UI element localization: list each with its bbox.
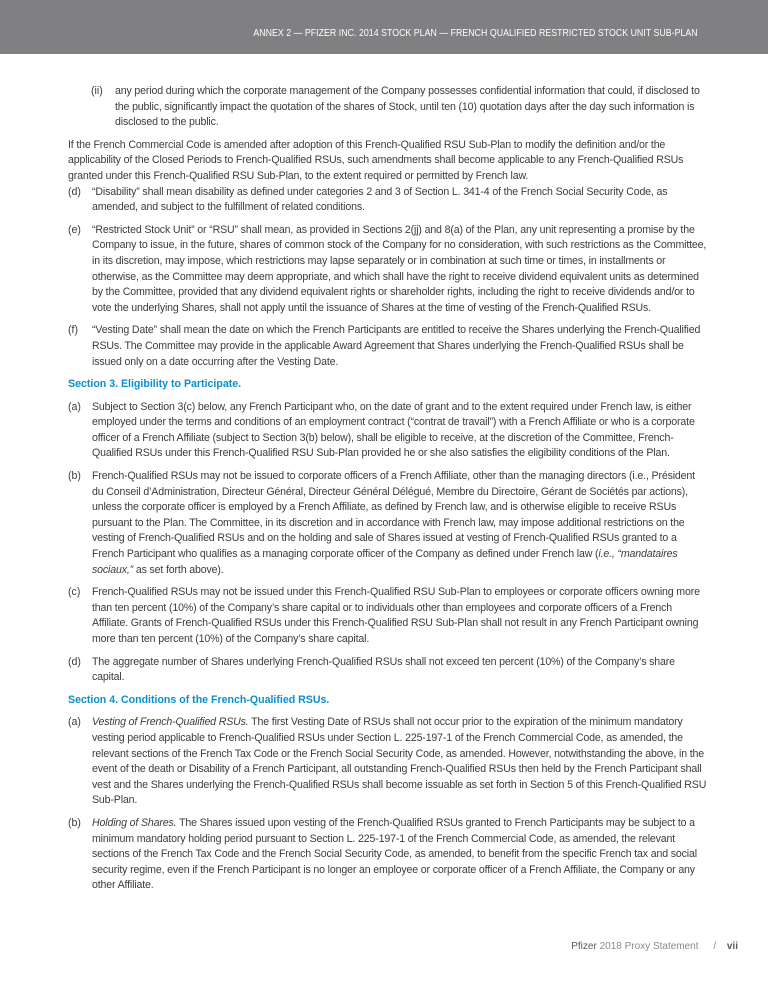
annex-title: ANNEX 2 — PFIZER INC. 2014 STOCK PLAN — FRENCH QUALIFIED RESTRICTED STOCK UNIT SUB-PLAN	[253, 28, 698, 39]
list-text: French-Qualified RSUs may not be issued under this French-Qualified RSU Sub-Plan to employees or corporate officers owning more than ten percent (10%) of the Company’s share capital or to individuals other than employees and corporate officers of a French Affiliate. Grants of French-Qualified RSUs under this French-Qualified RSU Sub-Plan shall not result in any French Participant owning more than ten percent (10%) of the Company’s share capital.	[92, 586, 700, 645]
section-4-item-b	[68, 816, 708, 894]
list-text: “Vesting Date” shall mean the date on which the French Participants are entitled to receive the Shares underlying the French-Qualified RSUs. The Committee may provide in the applicable Award Agreement that Shares underlying the French-Qualified RSUs shall be issued only on a date occurring after the Vesting Date.	[92, 324, 701, 368]
list-text	[92, 816, 708, 894]
footer-publication: 2018 Proxy Statement	[599, 941, 699, 952]
list-text: “Restricted Stock Unit” or “RSU” shall mean, as provided in Sections 2(jj) and 8(a) of the Plan, any unit representing a promise by the Company to issue, in the future, shares of common stock of the Company for no consideration, with such restrictions as the Committee, in its discretion, may impose, which restrictions may lapse separately or in combination at such time or times, in installments or otherwise, as the Committee may deem appropriate, and which shall have the right to receive dividend equivalent units as determined by the Committee, provided that any dividend equivalent rights or shareholder rights, including the right to receive dividends and/or to vote the underlying Shares, shall not apply until the issuance of Shares at the time of vesting of the French-Qualified RSUs.	[92, 223, 707, 314]
text-part: as set forth above).	[133, 563, 224, 576]
list-text: Subject to Section 3(c) below, any French Participant who, on the date of grant and to the extent required under French law, is either employed under the terms and conditions of an employment contract (“contrat de travail”) with a French Affiliate or who is a corporate officer of a French Affiliate (subject to Section 3(b) below), shall be eligible to receive, at the discretion of the Committee, French-Qualified RSUs under this French-Qualified RSU Sub-Plan provided he or she also satisfies the eligibility conditions of the Plan.	[92, 400, 695, 460]
list-text: any period during which the corporate management of the Company possesses confidential information that could, if disclosed to the public, significantly impact the quotation of the shares of Stock, until ten (10) quotation days after the day such information is disclosed to the public.	[115, 85, 700, 129]
list-label: (f)	[68, 324, 78, 337]
list-text	[92, 715, 708, 809]
list-label: (a)	[68, 716, 81, 729]
definition-vesting-date	[68, 323, 708, 370]
footer-brand: Pfizer	[571, 941, 597, 952]
page-number: vii	[726, 941, 738, 952]
section-3-item-d	[68, 655, 708, 686]
list-label: (b)	[68, 816, 81, 829]
section-3-item-b	[68, 469, 708, 578]
definition-rsu	[68, 223, 708, 317]
italic-term: i.e., “mandataires sociaux,”	[92, 548, 678, 576]
list-label: (d)	[68, 655, 81, 668]
item-title: Vesting of French-Qualified RSUs.	[92, 716, 249, 729]
section-4-heading: Section 4. Conditions of the French-Qualified RSUs.	[68, 693, 330, 706]
list-label: (e)	[68, 223, 81, 236]
list-text: The aggregate number of Shares underlying French-Qualified RSUs shall not exceed ten percent (10%) of the Company’s share capital.	[92, 655, 675, 684]
page-header-bar	[0, 0, 768, 54]
list-text: “Disability” shall mean disability as defined under categories 2 and 3 of Section L. 341-4 of the French Social Security Code, as amended, and subject to the fulfillment of related conditions.	[92, 185, 668, 214]
list-label: (c)	[68, 586, 81, 599]
list-label: (ii)	[91, 85, 103, 97]
text-part: French-Qualified RSUs may not be issued to corporate officers of a French Affiliate, other than the managing directors (i.e., Président du Conseil d’Administration, Directeur Général, Directeur Général Délégué, Membre du Directoire, Gérant de Sociétés par actions), unless the corporate officer is employed by a French Affiliate, as defined by French law, and is otherwise eligible to receive RSUs pursuant to the Plan. The Committee, in its discretion and in accordance with French law, may impose additional restrictions on the vesting of French-Qualified RSUs and on the holding and sale of Shares issued at vesting of French-Qualified RSUs granted to a French Participant who qualifies as a managing corporate officer of the Company as defined under French law (	[92, 470, 695, 561]
text-part: The Shares issued upon vesting of the French-Qualified RSUs granted to French Participants may be subject to a minimum mandatory holding period pursuant to Section L. 225-197-1 of the French Commercial Code, as amended, the relevant sections of the French Tax Code and the French Social Security Code, as amended, to benefit from the specific French tax and social security regime, even if the French Participant is no longer an employee or corporate officer of a French Affiliate, the Company or any other Affiliate.	[92, 816, 697, 892]
closed-periods-paragraph: If the French Commercial Code is amended after adoption of this French-Qualified RSU Sub-Plan to modify the definition and/or the applicability of the Closed Periods to French-Qualified RSUs, such amendments shall become applicable to any French-Qualified RSUs granted under this French-Qualified RSU Sub-Plan, to the extent required or permitted by French law.	[68, 138, 684, 182]
list-text	[92, 469, 708, 578]
footer-separator: /	[713, 941, 717, 952]
item-title: Holding of Shares.	[92, 816, 177, 829]
section-3-heading: Section 3. Eligibility to Participate.	[68, 378, 242, 391]
definition-disability	[68, 185, 708, 216]
section-3-item-c	[68, 585, 708, 647]
closed-period-clause-ii	[68, 84, 708, 131]
list-label: (b)	[68, 470, 81, 483]
text-part: The first Vesting Date of RSUs shall not occur prior to the expiration of the minimum mandatory vesting period applicable to French-Qualified RSUs under Section L. 225-197-1 of the French Commercial Code, as amended, the relevant sections of the French Tax Code or the French Social Security Code, as amended. However, notwithstanding the above, in the event of the death or Disability of a French Participant, all outstanding French-Qualified RSUs then held by the French Participant shall vest and the Shares underlying the French-Qualified RSUs shall become issuable as set forth in Section 5 of this French-Qualified RSU Sub-Plan.	[92, 716, 707, 807]
page-footer	[571, 941, 738, 952]
section-4-item-a	[68, 715, 708, 809]
document-body	[68, 84, 708, 901]
list-label: (d)	[68, 185, 81, 198]
list-label: (a)	[68, 400, 81, 413]
section-3-item-a	[68, 400, 708, 462]
